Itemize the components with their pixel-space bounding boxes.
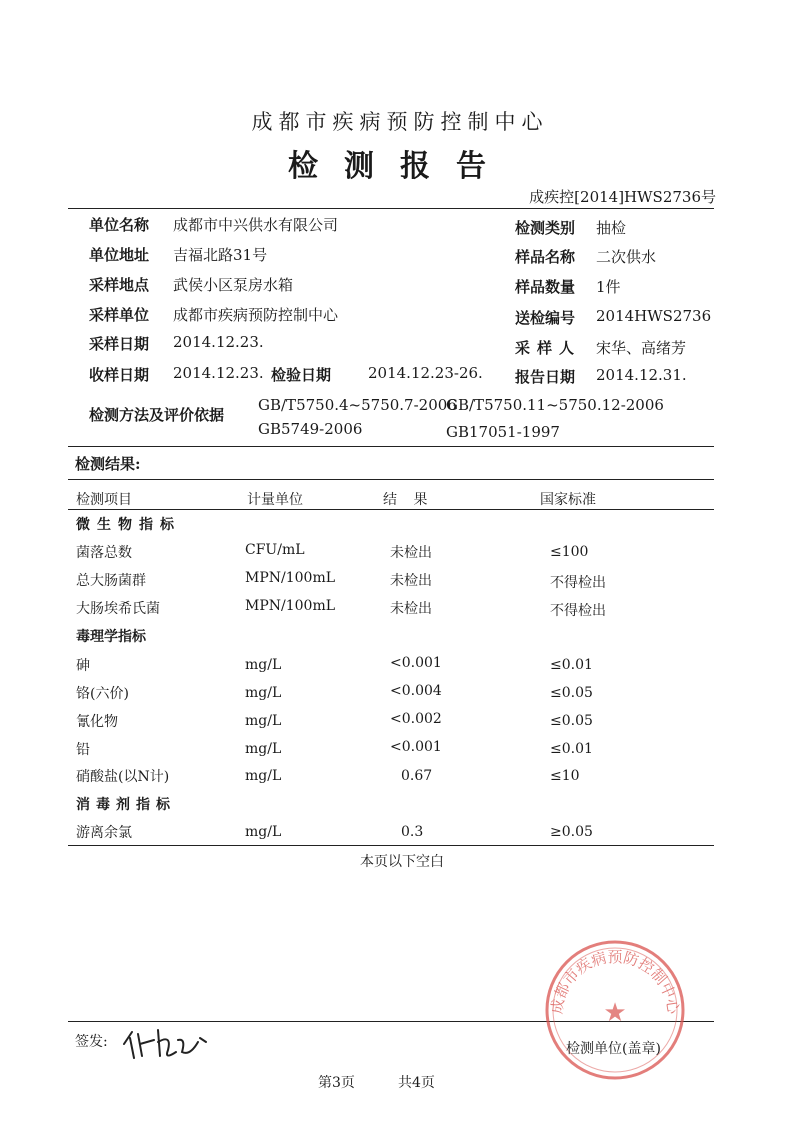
unit-address-value: 吉福北路31号	[173, 246, 268, 264]
sample-qty-value: 1件	[596, 278, 621, 296]
col-header-unit: 计量单位	[247, 492, 303, 508]
item-name: 总大肠菌群	[76, 573, 146, 589]
item-result: <0.001	[390, 739, 442, 755]
item-name: 砷	[76, 658, 90, 674]
results-label: 检测结果:	[75, 455, 141, 473]
header-divider	[68, 208, 714, 209]
section-title: 毒理学指标	[76, 629, 146, 645]
method-standard-2: GB/T5750.11~5750.12-2006	[446, 396, 664, 414]
method-divider	[68, 446, 714, 447]
sampler-label: 采样人	[515, 339, 582, 357]
table-bottom-divider	[68, 845, 714, 846]
item-name: 硝酸盐(以N计)	[76, 769, 170, 785]
results-divider	[68, 479, 714, 480]
item-result: <0.004	[390, 683, 442, 699]
sample-name-value: 二次供水	[596, 248, 657, 266]
sample-qty-label: 样品数量	[515, 278, 576, 296]
item-unit: mg/L	[245, 713, 282, 729]
unit-name-value: 成都市中兴供水有限公司	[173, 216, 339, 234]
receive-date-label: 收样日期	[89, 366, 150, 384]
receive-date-value: 2014.12.23.	[173, 364, 264, 382]
item-unit: MPN/100mL	[245, 598, 336, 614]
item-unit: mg/L	[245, 824, 282, 840]
official-seal	[540, 935, 690, 1085]
submit-no-value: 2014HWS2736	[596, 307, 712, 325]
method-standard-1: GB/T5750.4~5750.7-2006	[258, 396, 457, 414]
end-of-page-note: 本页以下空白	[360, 854, 444, 870]
item-standard: ≤0.05	[550, 713, 593, 729]
item-unit: mg/L	[245, 657, 282, 673]
item-result: 0.67	[401, 768, 433, 784]
item-result: 未检出	[390, 545, 432, 561]
item-result: 未检出	[390, 601, 432, 617]
section-title: 消毒剂指标	[76, 797, 176, 813]
unit-address-label: 单位地址	[89, 246, 150, 264]
test-date-value: 2014.12.23-26.	[368, 364, 483, 382]
item-standard: ≥0.05	[550, 824, 593, 840]
test-type-label: 检测类别	[515, 219, 576, 237]
item-unit: CFU/mL	[245, 542, 305, 558]
sign-label: 签发:	[75, 1034, 108, 1050]
item-name: 铬(六价)	[76, 686, 129, 702]
col-header-standard: 国家标准	[540, 492, 596, 508]
document-number: 成疾控[2014]HWS2736号	[529, 188, 716, 206]
seal-text: 成都市疾病预防控制中心	[547, 948, 683, 1016]
test-date-label: 检验日期	[271, 366, 332, 384]
item-name: 大肠埃希氏菌	[76, 601, 160, 617]
sample-site-label: 采样地点	[89, 276, 150, 294]
page-number: 第3页	[318, 1075, 355, 1091]
organization-name: 成都市疾病预防控制中心	[251, 110, 549, 134]
report-date-label: 报告日期	[515, 368, 576, 386]
item-standard: ≤0.05	[550, 685, 593, 701]
sample-date-value: 2014.12.23.	[173, 333, 264, 351]
item-result: 未检出	[390, 573, 432, 589]
item-name: 铅	[76, 742, 90, 758]
seal-label: 检测单位(盖章)	[566, 1041, 661, 1057]
test-type-value: 抽检	[596, 219, 627, 237]
item-unit: mg/L	[245, 685, 282, 701]
item-result: <0.002	[390, 711, 442, 727]
method-label: 检测方法及评价依据	[89, 406, 225, 424]
col-header-result: 结 果	[383, 492, 434, 508]
item-standard: ≤10	[550, 768, 580, 784]
item-standard: ≤0.01	[550, 657, 593, 673]
item-unit: mg/L	[245, 741, 282, 757]
sampler-value: 宋华、高绪芳	[596, 339, 687, 357]
item-standard: 不得检出	[550, 603, 606, 619]
item-result: 0.3	[401, 824, 424, 840]
signature	[118, 1022, 208, 1066]
item-result: <0.001	[390, 655, 442, 671]
column-header-divider	[68, 509, 714, 510]
item-name: 氰化物	[76, 714, 118, 730]
seal-star-icon: ★	[603, 998, 627, 1028]
sample-name-label: 样品名称	[515, 248, 576, 266]
sample-unit-value: 成都市疾病预防控制中心	[173, 306, 339, 324]
submit-no-label: 送检编号	[515, 309, 576, 327]
item-name: 游离余氯	[76, 825, 132, 841]
item-unit: mg/L	[245, 768, 282, 784]
method-standard-4: GB17051-1997	[446, 423, 560, 441]
item-standard: ≤0.01	[550, 741, 593, 757]
sample-date-label: 采样日期	[89, 335, 150, 353]
method-standard-3: GB5749-2006	[258, 420, 363, 438]
report-date-value: 2014.12.31.	[596, 366, 687, 384]
sample-unit-label: 采样单位	[89, 306, 150, 324]
item-standard: ≤100	[550, 544, 589, 560]
col-header-item: 检测项目	[76, 492, 132, 508]
sample-site-value: 武侯小区泵房水箱	[173, 276, 294, 294]
item-name: 菌落总数	[76, 545, 132, 561]
item-standard: 不得检出	[550, 575, 606, 591]
item-unit: MPN/100mL	[245, 570, 336, 586]
section-title: 微生物指标	[76, 517, 181, 533]
report-title: 检测报告	[288, 149, 512, 184]
unit-name-label: 单位名称	[89, 216, 150, 234]
page-total: 共4页	[398, 1075, 435, 1091]
